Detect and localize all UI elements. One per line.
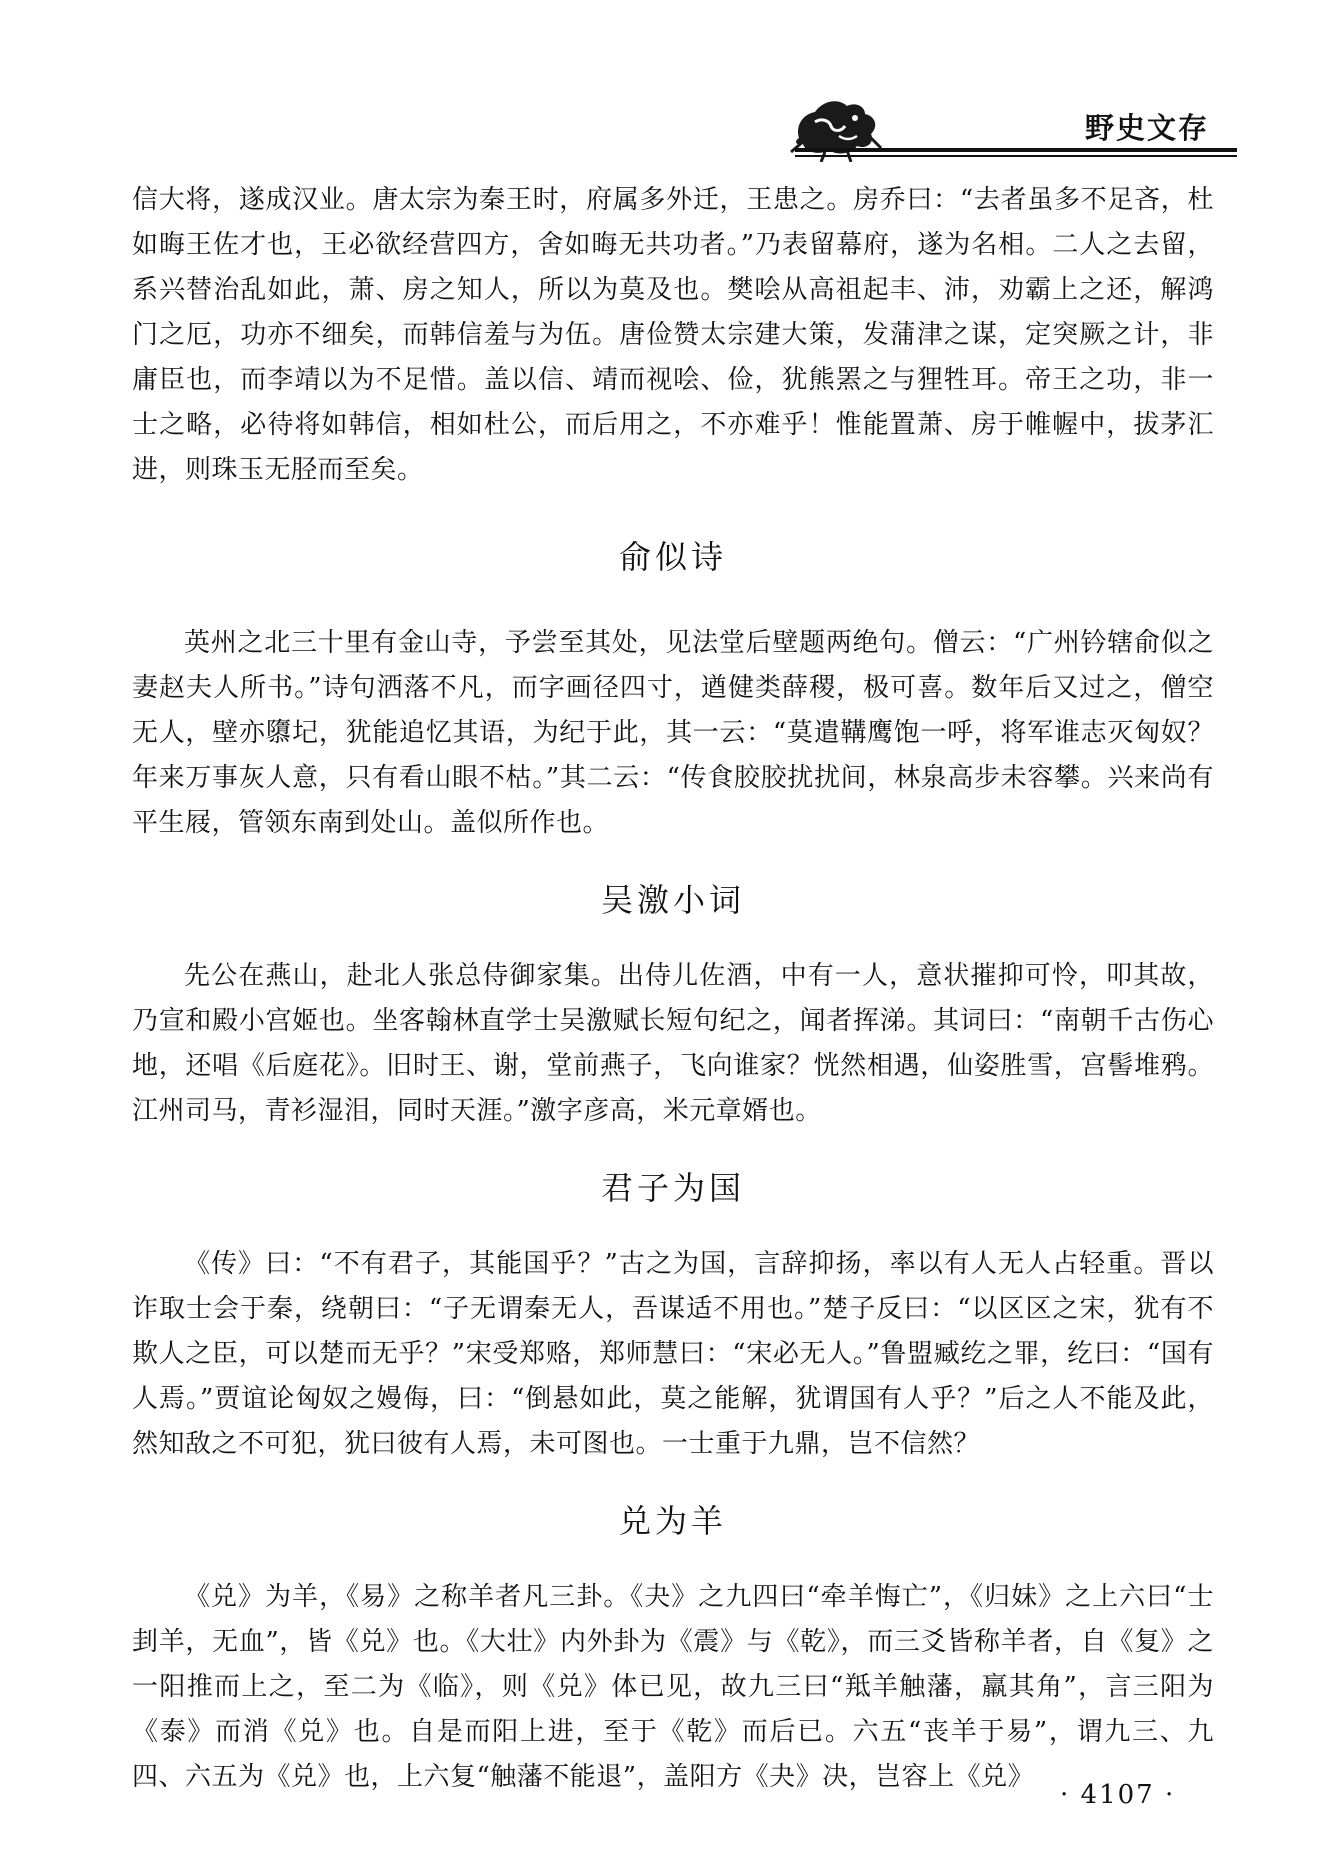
section-heading-yu-si-shi: 俞似诗 — [618, 538, 727, 576]
page-number: · 4107 · — [1060, 1780, 1176, 1810]
header-rule — [795, 148, 1237, 152]
header-title: 野史文存 — [1084, 111, 1209, 145]
continued-paragraph: 信大将，遂成汉业。唐太宗为秦王时，府属多外迁，王患之。房乔曰：“去者虽多不足吝，杜如晦王佐才也，王必欲经营四方，舍如晦无共功者。”乃表留幕府，遂为名相。二人之去留，系兴替治乱如此，萧、房之知人，所以为莫及也。樊哙从高祖起丰、沛，劝霸上之还，解鸿门之厄，功亦不细矣，而韩信羞与为伍。唐俭赞太宗建大策，发蒲津之谋，定突厥之计，非庸臣也，而李靖以为不足惜。盖以信、靖而视哙、俭，犹熊罴之与狸牲耳。帝王之功，非一士之略，必待将如韩信，相如杜公，而后用之，不亦难乎！惟能置萧、房于帷幄中，拔茅汇进，则珠玉无胫而至矣。 — [132, 185, 1214, 485]
section-heading-wu-ji-xiao-ci: 吴激小词 — [600, 881, 745, 919]
header-rule-thin — [795, 155, 1237, 157]
section-heading-dui-wei-yang: 兑为羊 — [618, 1502, 727, 1540]
section-paragraph: 《传》曰：“不有君子，其能国乎？”古之为国，言辞抑扬，率以有人无人占轻重。晋以诈取士会于秦，绕朝曰：“子无谓秦无人，吾谋适不用也。”楚子反曰：“以区区之宋，犹有不欺人之臣，可以楚而无乎？”宋受郑赂，郑师慧曰：“宋必无人。”鲁盟臧纥之罪，纥曰：“国有人焉。”贾谊论匈奴之嫚侮，曰：“倒悬如此，莫之能解，犹谓国有人乎？”后之人不能及此，然知敌之不可犯，犹曰彼有人焉，未可图也。一士重于九鼎，岂不信然？ — [132, 1249, 1214, 1459]
section-paragraph: 英州之北三十里有金山寺，予尝至其处，见法堂后壁题两绝句。僧云：“广州钤辖俞似之妻赵夫人所书。”诗句洒落不凡，而字画径四寸，遒健类薛稷，极可喜。数年后又过之，僧空无人，壁亦隳圮，犹能追忆其语，为纪于此，其一云：“莫遣鞲鹰饱一呼，将军谁志灭匈奴？年来万事灰人意，只有看山眼不枯。”其二云：“传食胶胶扰扰间，林泉高步未容攀。兴来尚有平生屐，管领东南到处山。盖似所作也。 — [132, 628, 1214, 838]
page-header — [785, 92, 1237, 164]
page-content — [132, 178, 1214, 1800]
section-paragraph: 《兑》为羊，《易》之称羊者凡三卦。《夬》之九四曰“牵羊悔亡”，《归妹》之上六曰“士刲羊，无血”，皆《兑》也。《大壮》内外卦为《震》与《乾》，而三爻皆称羊者，自《复》之一阳推而上之，至二为《临》，则《兑》体已见，故九三曰“羝羊触藩，羸其角”，言三阳为《泰》而消《兑》也。自是而阳上进，至于《乾》而后已。六五“丧羊于易”，谓九三、九四、六五为《兑》也，上六复“触藩不能退”，盖阳方《夬》决，岂容上《兑》 — [132, 1582, 1214, 1792]
section-paragraph: 先公在燕山，赴北人张总侍御家集。出侍儿佐酒，中有一人，意状摧抑可怜，叩其故，乃宣和殿小宫姬也。坐客翰林直学士吴激赋长短句纪之，闻者挥涕。其词曰：“南朝千古伤心地，还唱《后庭花》。旧时王、谢，堂前燕子，飞向谁家？恍然相遇，仙姿胜雪，宫髻堆鸦。江州司马，青衫湿泪，同时天涯。”激字彦高，米元章婿也。 — [132, 961, 1214, 1126]
section-heading-jun-zi-wei-guo: 君子为国 — [600, 1169, 745, 1207]
